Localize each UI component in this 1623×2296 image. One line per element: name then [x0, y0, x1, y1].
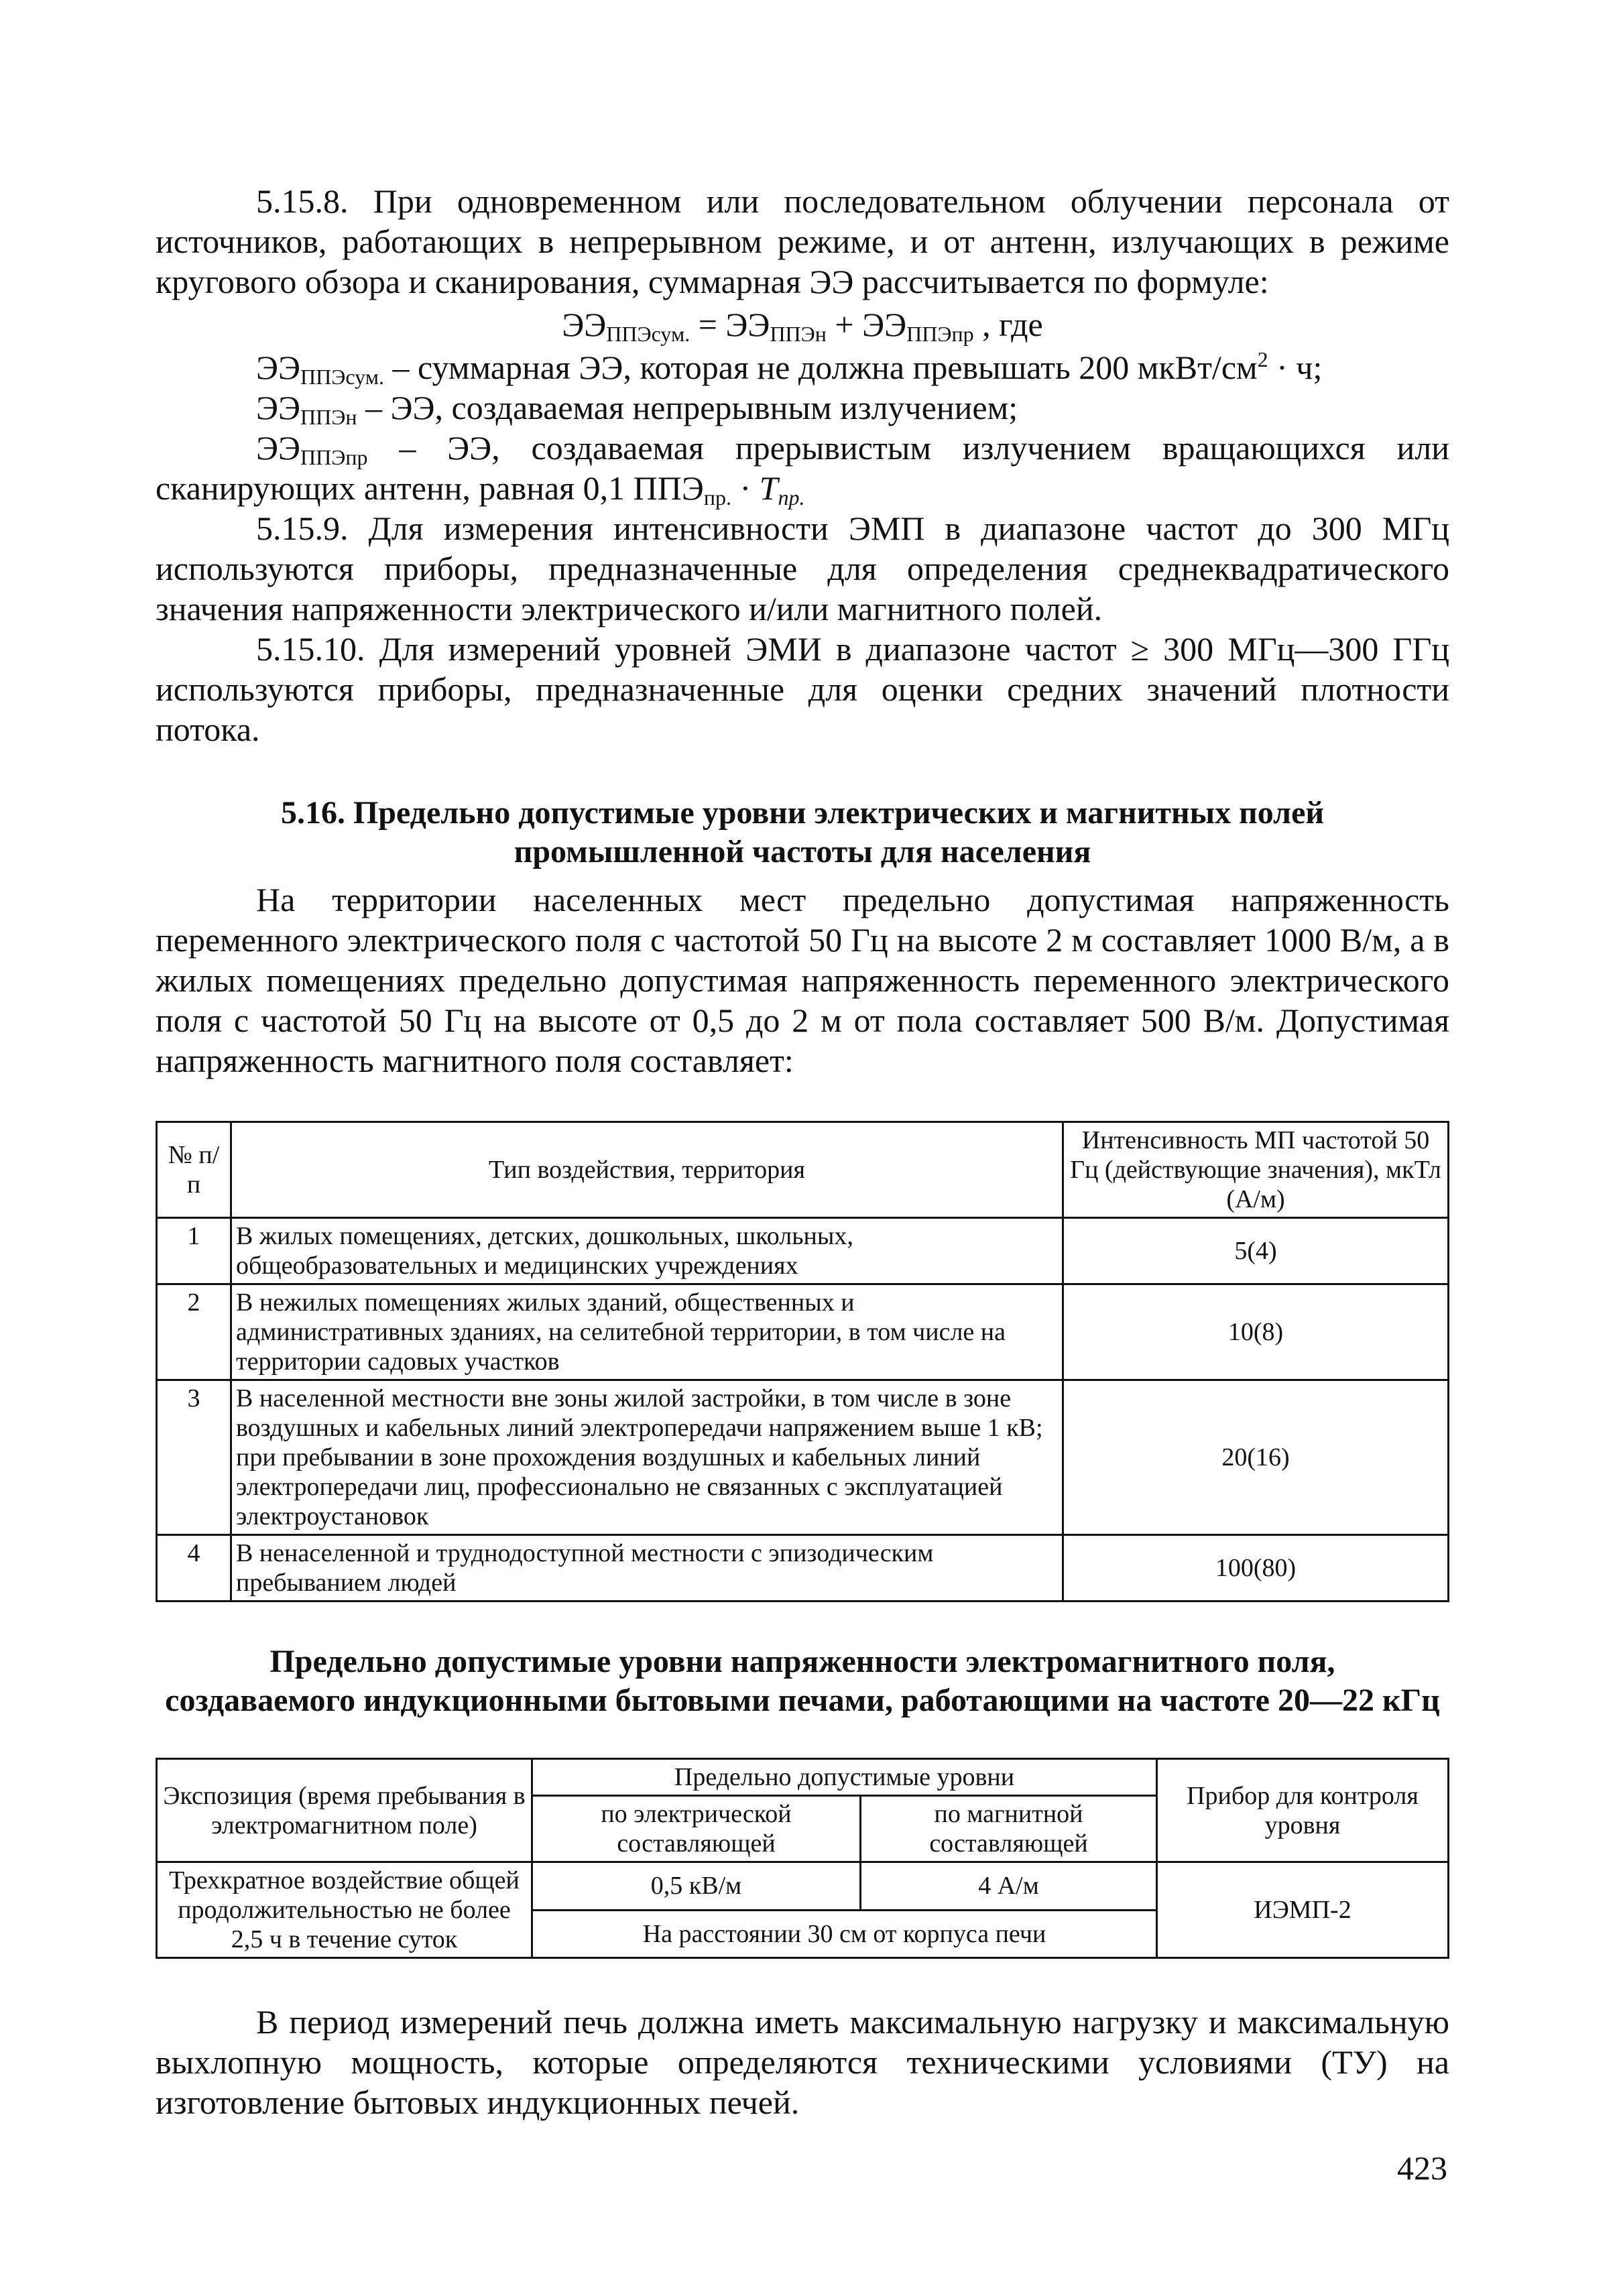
cell-exposure: Трехкратное воздействие общей продолжительностью не более 2,5 ч в течение суток	[157, 1862, 532, 1958]
def2-sub: ППЭн	[300, 405, 357, 429]
def3-sub2: пр.	[703, 485, 731, 509]
table-header-row	[157, 1759, 1449, 1796]
header-device: Прибор для контроля уровня	[1157, 1759, 1449, 1862]
header-electric: по электрической составляющей	[532, 1796, 861, 1862]
page-content	[156, 181, 1449, 2122]
table-row	[157, 1862, 1449, 1911]
def3-symbol: ЭЭ	[256, 429, 301, 467]
row-value: 100(80)	[1063, 1535, 1449, 1602]
ovens-section-title	[156, 1642, 1449, 1720]
cell-magnetic: 4 А/м	[861, 1862, 1157, 1911]
formula-lhs: ЭЭ	[562, 306, 607, 343]
formula-total-ee	[156, 304, 1449, 345]
def3-t-sub: пр.	[778, 485, 805, 509]
def1-text: – суммарная ЭЭ, которая не должна превышать 200 мкВт/см	[383, 349, 1258, 386]
formula-t1-sub: ППЭн	[770, 322, 827, 346]
def3-mid: ·	[731, 469, 760, 507]
table-row	[157, 1535, 1449, 1602]
row-type: В нежилых помещениях жилых зданий, общественных и административных зданиях, на селитебной территории, в том числе на территории садовых участков	[231, 1284, 1063, 1380]
def1-end: · ч;	[1268, 349, 1323, 386]
row-value: 5(4)	[1063, 1218, 1449, 1284]
header-magnetic: по магнитной составляющей	[861, 1796, 1157, 1862]
def3-text: – ЭЭ, создаваемая прерывистым излучением вращающихся или сканирующих антенн, равная 0,1 ППЭ	[156, 429, 1449, 507]
def3-t-symbol: T	[759, 469, 778, 507]
section-5-16-title	[156, 794, 1449, 871]
section-title-line2: промышленной частоты для населения	[514, 834, 1091, 869]
ovens-title-line1: Предельно допустимые уровни напряженности электромагнитного поля,	[269, 1644, 1335, 1679]
def1-sup: 2	[1257, 347, 1268, 371]
row-type: В населенной местности вне зоны жилой застройки, в том числе в зоне воздушных и кабельных линий электропередачи напряжением выше 1 кВ; при пребывании в зоне прохождения воздушных и кабельных линий электропередачи лиц, профессионально не связанных с эксплуатацией электроустановок	[231, 1380, 1063, 1535]
paragraph-5-15-10: 5.15.10. Для измерений уровней ЭМИ в диапазоне частот ≥ 300 МГц—300 ГГц используются приборы, предназначенные для оценки средних значений плотности потока.	[156, 630, 1449, 748]
page-number: 423	[1397, 2149, 1447, 2187]
row-number: 3	[157, 1380, 231, 1535]
formula-tail: , где	[973, 306, 1043, 343]
section-title-line1: 5.16. Предельно допустимые уровни электрических и магнитных полей	[280, 795, 1325, 831]
def3-sub: ППЭпр	[300, 445, 368, 469]
cell-distance: На расстоянии 30 см от корпуса печи	[532, 1910, 1157, 1958]
def1-sub: ППЭсум.	[300, 365, 384, 389]
def2-text: – ЭЭ, создаваемая непрерывным излучением;	[357, 389, 1018, 426]
row-value: 20(16)	[1063, 1380, 1449, 1535]
section-5-16-intro: На территории населенных мест предельно допустимая напряженность переменного электрического поля с частотой 50 Гц на высоте 2 м составляет 1000 В/м, а в жилых помещениях предельно допустимая напряженность переменного электрического поля с частотой 50 Гц на высоте от 0,5 до 2 м от пола составляет 500 В/м. Допустимая напряженность магнитного поля составляет:	[156, 881, 1449, 1079]
table-row	[157, 1284, 1449, 1380]
table-row	[157, 1218, 1449, 1284]
cell-device: ИЭМП-2	[1157, 1862, 1449, 1958]
def2-symbol: ЭЭ	[256, 389, 301, 426]
induction-oven-limits-table	[156, 1758, 1449, 1959]
paragraph-final: В период измерений печь должна иметь максимальную нагрузку и максимальную выхлопную мощность, которые определяются техническими условиями (ТУ) на изготовление бытовых индукционных печей.	[156, 2003, 1449, 2121]
row-number: 4	[157, 1535, 231, 1602]
def1-symbol: ЭЭ	[256, 349, 301, 386]
header-limits: Предельно допустимые уровни	[532, 1759, 1157, 1796]
header-type: Тип воздействия, территория	[231, 1122, 1063, 1218]
definition-continuous	[156, 387, 1449, 428]
definition-total	[156, 347, 1449, 387]
ovens-title-line2: создаваемого индукционными бытовыми печами, работающими на частоте 20—22 кГц	[165, 1683, 1440, 1718]
definition-intermittent	[156, 428, 1449, 508]
row-type: В ненаселенной и труднодоступной местности с эпизодическим пребыванием людей	[231, 1535, 1063, 1602]
formula-plus: + ЭЭ	[826, 306, 907, 343]
formula-t2-sub: ППЭпр	[906, 322, 974, 346]
magnetic-field-limits-table	[156, 1121, 1449, 1602]
formula-lhs-sub: ППЭсум.	[606, 322, 690, 346]
row-number: 2	[157, 1284, 231, 1380]
formula-eq: = ЭЭ	[690, 306, 770, 343]
header-intensity: Интенсивность МП частотой 50 Гц (действующие значения), мкТл (А/м)	[1063, 1122, 1449, 1218]
row-type: В жилых помещениях, детских, дошкольных, школьных, общеобразовательных и медицинских учреждениях	[231, 1218, 1063, 1284]
header-number: № п/п	[157, 1122, 231, 1218]
formula-definitions	[156, 347, 1449, 508]
row-number: 1	[157, 1218, 231, 1284]
row-value: 10(8)	[1063, 1284, 1449, 1380]
header-exposure: Экспозиция (время пребывания в электромагнитном поле)	[157, 1759, 532, 1862]
table-row	[157, 1380, 1449, 1535]
paragraph-5-15-8: 5.15.8. При одновременном или последовательном облучении персонала от источников, работающих в непрерывном режиме, и от антенн, излучающих в режиме кругового обзора и сканирования, суммарная ЭЭ рассчитывается по формуле:	[156, 182, 1449, 300]
table-header-row	[157, 1122, 1449, 1218]
cell-electric: 0,5 кВ/м	[532, 1862, 861, 1911]
paragraph-5-15-9: 5.15.9. Для измерения интенсивности ЭМП в диапазоне частот до 300 МГц используются приборы, предназначенные для определения среднеквадратического значения напряженности электрического и/или магнитного полей.	[156, 509, 1449, 627]
